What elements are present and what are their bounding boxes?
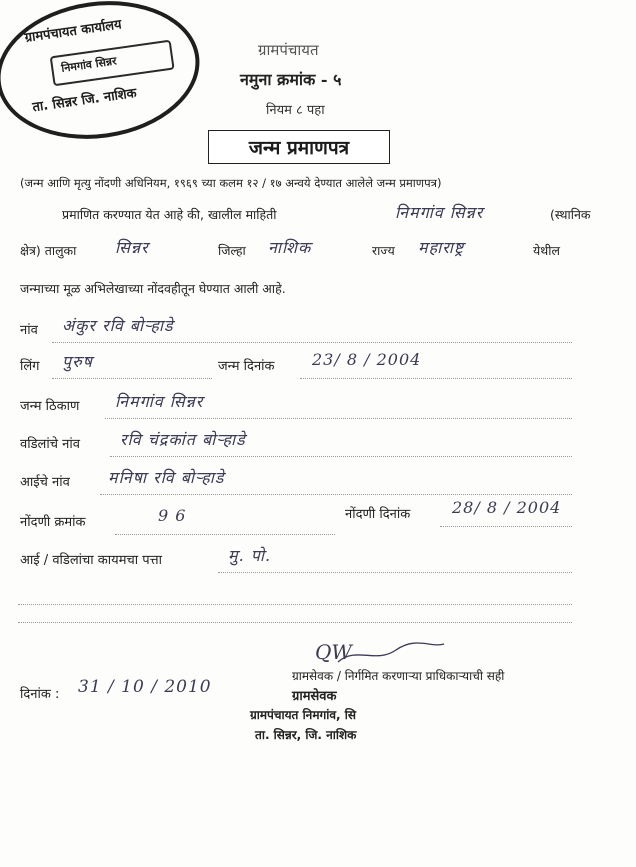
local-area-value: निमगांव सिन्नर bbox=[395, 203, 484, 222]
registration-number-rule bbox=[115, 534, 335, 535]
sex-value: पुरुष bbox=[62, 352, 93, 371]
header-rule: नियम ८ पहा bbox=[266, 103, 325, 118]
office-stamp-line2: ग्रामपंचायत निमगांव, सि bbox=[250, 708, 357, 722]
sex-label: लिंग bbox=[20, 359, 40, 374]
mother-name-label: आईचे नांव bbox=[20, 475, 70, 490]
dob-label: जन्म दिनांक bbox=[218, 359, 275, 374]
district-label: जिल्हा bbox=[218, 243, 246, 258]
signature-authority-label: ग्रामसेवक / निर्गमित करणाऱ्या प्राधिकाऱ्याची सही bbox=[292, 669, 505, 683]
address-rule-1 bbox=[218, 572, 572, 573]
stamp-bottom-text: ता. सिन्नर जि. नाशिक bbox=[31, 85, 138, 116]
signature-mark: QW bbox=[315, 640, 352, 664]
header-gram-panchayat: ग्रामपंचायत bbox=[258, 41, 319, 59]
intro-line1-suffix: (स्थानिक bbox=[550, 207, 591, 222]
stamp-top-text: ग्रामपंचायत कार्यालय bbox=[23, 17, 123, 46]
intro-line2-suffix: येथील bbox=[533, 243, 560, 258]
office-stamp bbox=[0, 0, 208, 152]
intro-line3: जन्माच्या मूळ अभिलेखाच्या नोंदवहीतून घेण्यात आली आहे. bbox=[20, 281, 286, 296]
stamp-inner-box bbox=[50, 40, 175, 87]
dob-value: 23/ 8 / 2004 bbox=[312, 350, 422, 369]
sex-rule bbox=[52, 378, 212, 379]
office-stamp-line1: ग्रामसेवक bbox=[292, 689, 337, 704]
issue-date-label: दिनांक : bbox=[20, 687, 60, 702]
issue-date-value: 31 / 10 / 2010 bbox=[78, 677, 212, 697]
father-name-value: रवि चंद्रकांत बोऱ्हाडे bbox=[120, 430, 246, 449]
father-name-label: वडिलांचे नांव bbox=[20, 437, 80, 452]
name-value: अंकुर रवि बोऱ्हाडे bbox=[62, 316, 174, 335]
permanent-address-value: मु. पो. bbox=[228, 546, 272, 565]
header-form-number: नमुना क्रमांक - ५ bbox=[240, 70, 342, 89]
act-reference: (जन्म आणि मृत्यु नोंदणी अधिनियम, १९६९ च्या कलम १२ / १७ अन्वये देण्यात आलेले जन्म प्रमाणपत्र) bbox=[20, 176, 442, 190]
address-rule-2 bbox=[18, 604, 572, 605]
stamp-middle-text: निमगांव सिन्नर bbox=[60, 54, 118, 76]
name-label: नांव bbox=[20, 323, 38, 338]
registration-number-label: नोंदणी क्रमांक bbox=[20, 515, 86, 530]
mother-name-value: मनिषा रवि बोऱ्हाडे bbox=[108, 468, 225, 487]
office-stamp-line3: ता. सिन्नर, जि. नाशिक bbox=[255, 728, 357, 742]
state-value: महाराष्ट्र bbox=[418, 238, 465, 257]
registration-date-label: नोंदणी दिनांक bbox=[345, 507, 411, 522]
permanent-address-label: आई / वडिलांचा कायमचा पत्ता bbox=[20, 553, 162, 568]
intro-kshetra-taluka-label: क्षेत्र) तालुका bbox=[20, 243, 77, 258]
name-rule bbox=[52, 342, 572, 343]
address-rule-3 bbox=[18, 622, 572, 623]
pob-value: निमगांव सिन्नर bbox=[115, 392, 204, 411]
pob-rule bbox=[105, 418, 572, 419]
registration-number-value: 9 6 bbox=[158, 506, 187, 525]
certificate-title: जन्म प्रमाणपत्र bbox=[208, 130, 390, 164]
signature-stroke bbox=[336, 640, 446, 670]
registration-date-rule bbox=[440, 526, 572, 527]
registration-date-value: 28/ 8 / 2004 bbox=[452, 498, 562, 517]
state-label: राज्य bbox=[372, 243, 395, 258]
pob-label: जन्म ठिकाण bbox=[20, 399, 80, 414]
taluka-value: सिन्नर bbox=[115, 238, 149, 257]
district-value: नाशिक bbox=[268, 238, 312, 257]
intro-line1-prefix: प्रमाणित करण्यात येत आहे की, खालील माहिती bbox=[62, 207, 277, 222]
mother-rule bbox=[100, 494, 572, 495]
dob-rule bbox=[300, 378, 572, 379]
father-rule bbox=[110, 456, 572, 457]
